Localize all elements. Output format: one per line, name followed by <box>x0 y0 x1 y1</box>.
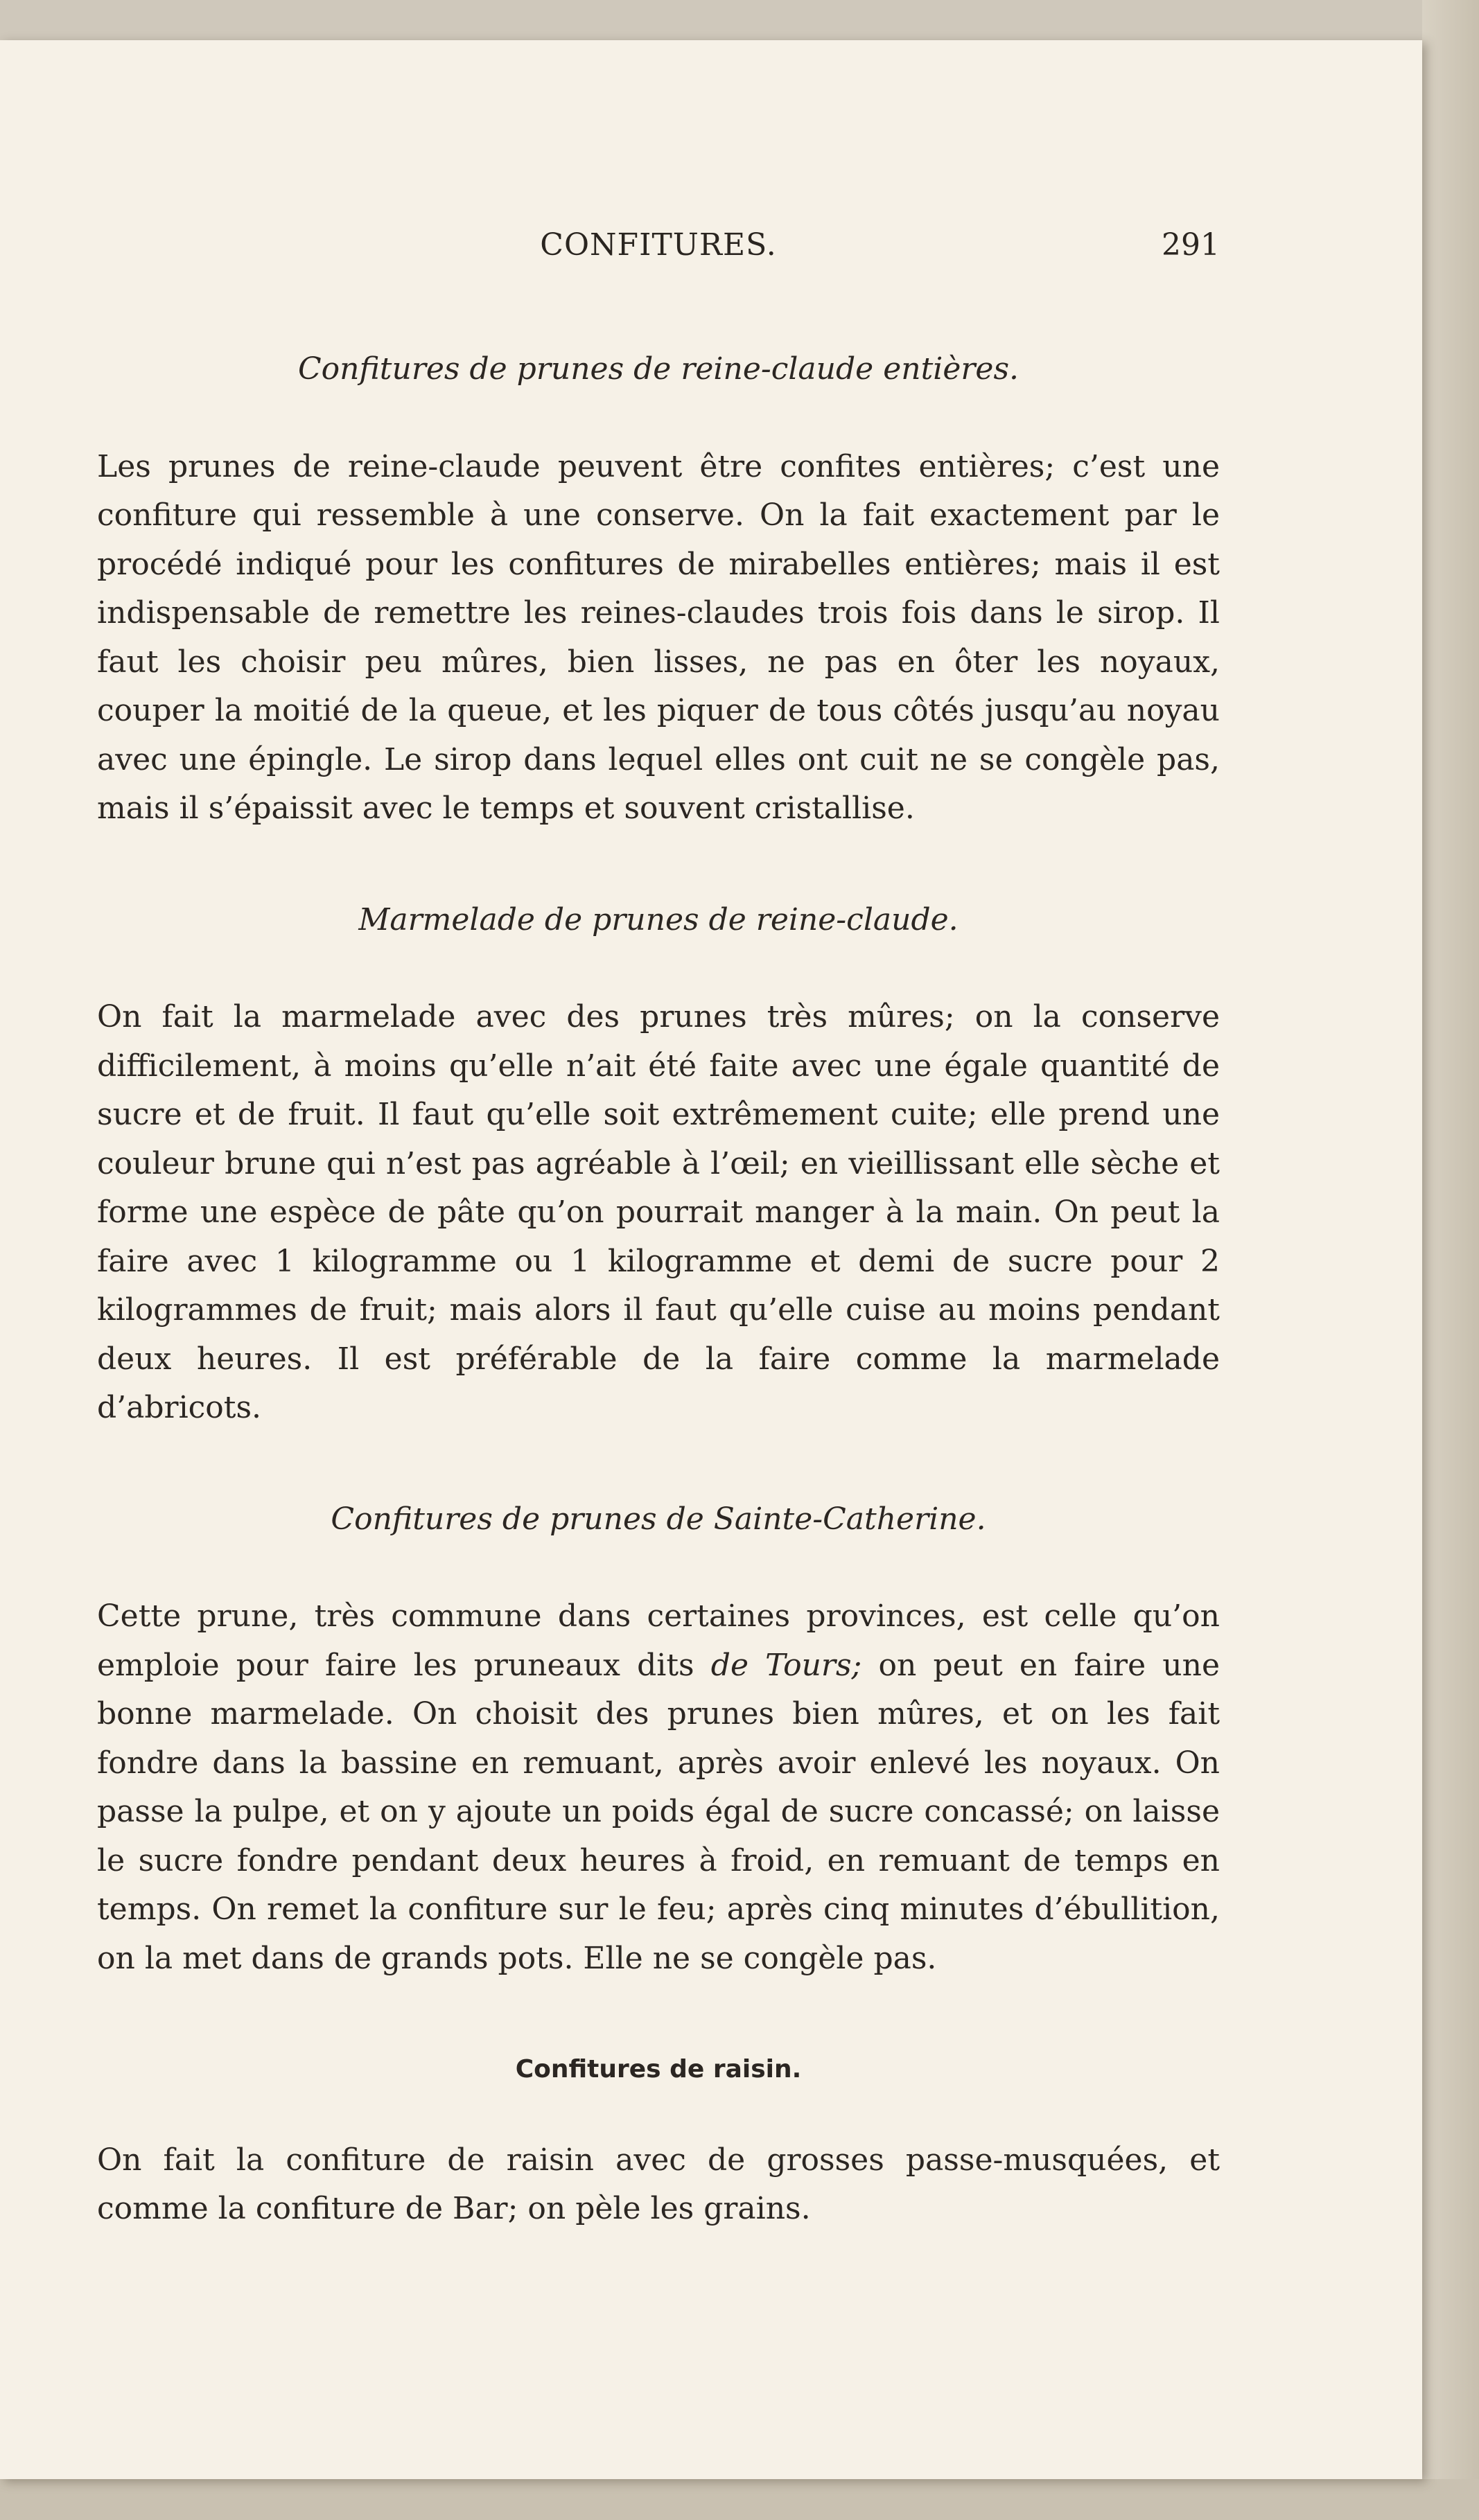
paragraph-text: Cette prune, très commune dans certaines provinces, est celle qu’on emploie pour faire les pruneaux dits <box>97 1598 1220 1683</box>
book-page <box>0 40 1422 2479</box>
section-paragraph <box>97 1592 1220 1983</box>
section-heading: Marmelade de prunes de reine-claude. <box>358 901 959 937</box>
page-content <box>97 345 1220 2296</box>
page-number: 291 <box>1162 227 1220 263</box>
section-paragraph: On fait la confiture de raisin avec de grosses passe-musquées, et comme la confiture de Bar; on pèle les grains. <box>97 2142 1220 2226</box>
section-heading: Confitures de raisin. <box>515 2055 802 2083</box>
section-paragraph: Les prunes de reine-claude peuvent être confites entières; c’est une confiture qui ressemble à une conserve. On la fait exactement par le procédé indiqué pour les confitures de mirabelles entières; mais il est indispensable de remettre les reines-claudes trois fois dans le sirop. Il faut les choisir peu mûres, bien lisses, ne pas en ôter les noyaux, couper la moitié de la queue, et les piquer de tous côtés jusqu’au noyau avec une épingle. Le sirop dans lequel elles ont cuit ne se congèle pas, mais il s’épaissit avec le temps et souvent cristallise. <box>97 448 1220 826</box>
paragraph-text: on peut en faire une bonne marmelade. On choisit des prunes bien mûres, et on les fait fondre dans la bassine en remuant, après avoir enlevé les noyaux. On passe la pulpe, et on y ajoute un poids égal de sucre concassé; on laisse le sucre fondre pendant deux heures à froid, en remuant de temps en temps. On remet la confiture sur le feu; après cinq minutes d’ébullition, on la met dans de grands pots. Elle ne se congèle pas. <box>97 1647 1220 1976</box>
paragraph-emphasis: de Tours; <box>710 1647 862 1683</box>
section-paragraph: On fait la marmelade avec des prunes très mûres; on la conserve difficilement, à moins qu’elle n’ait été faite avec une égale quantité de sucre et de fruit. Il faut qu’elle soit extrêmement cuite; elle prend une couleur brune qui n’est pas agréable à l’œil; en vieillissant elle sèche et forme une espèce de pâte qu’on pourrait manger à la main. On peut la faire avec 1 kilogramme ou 1 kilogramme et demi de sucre pour 2 kilogrammes de fruit; mais alors il faut qu’elle cuise au moins pendant deux heures. Il est préférable de la faire comme la marmelade d’abricots. <box>97 999 1220 1425</box>
running-head <box>97 227 1220 276</box>
running-title: CONFITURES. <box>540 227 777 263</box>
book-spine-edge <box>1422 0 1479 2520</box>
section-heading: Confitures de prunes de reine-claude entières. <box>297 351 1019 387</box>
scan-bottom-edge <box>0 2479 1479 2520</box>
section-heading: Confitures de prunes de Sainte-Catherine. <box>331 1501 986 1537</box>
